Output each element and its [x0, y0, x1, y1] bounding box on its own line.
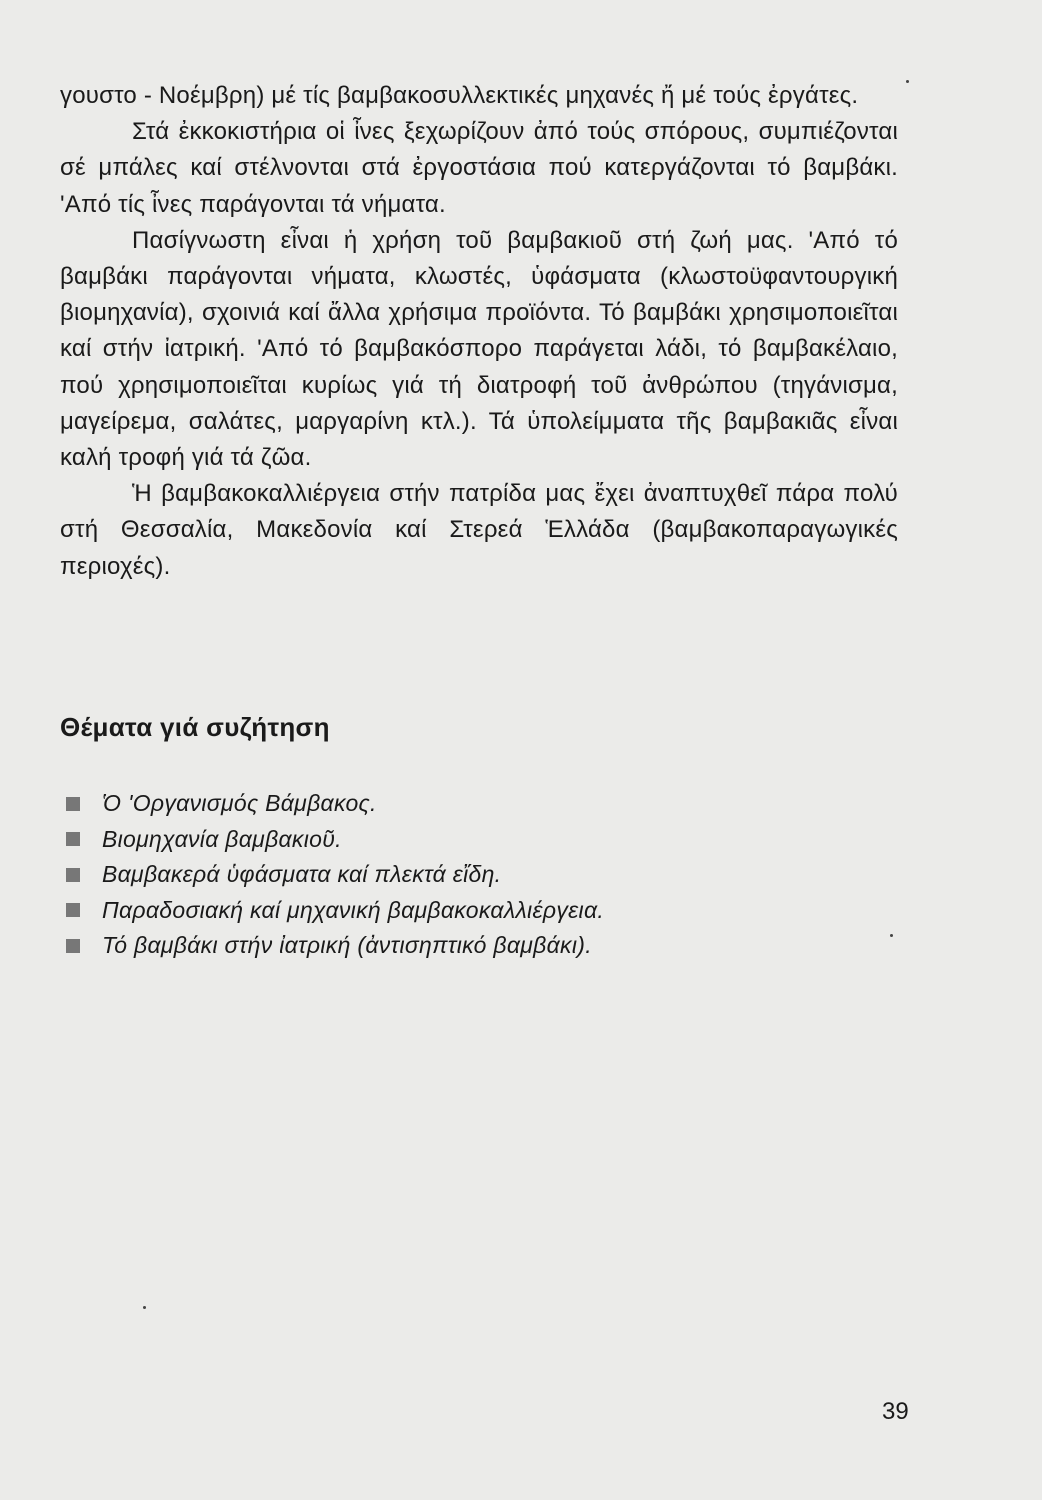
square-bullet-icon — [66, 939, 80, 953]
paragraph-ginning: Στά ἐκκοκιστήρια οἱ ἶνες ξεχωρίζουν ἀπό τούς σπόρους, συμπιέζονται σέ μπάλες καί στέλνονται στά ἐργοστάσια πού κατεργάζονται τό βαμβάκι. 'Από τίς ἶνες παράγονται τά νήματα. — [60, 118, 898, 218]
paragraph-cultivation: Ἡ βαμβακοκαλλιέργεια στήν πατρίδα μας ἔχει ἀναπτυχθεῖ πάρα πολύ στή Θεσσαλία, Μακεδονία καί Στερεά Ἑλλάδα (βαμβακοπαραγωγικές περιοχές). — [60, 480, 898, 580]
page-number: 39 — [882, 1398, 909, 1425]
topic-text: Τό βαμβάκι στήν ἰατρική (ἀντισηπτικό βαμβάκι). — [102, 932, 592, 959]
paragraph-uses: Πασίγνωστη εἶναι ἡ χρήση τοῦ βαμβακιοῦ στή ζωή μας. 'Από τό βαμβάκι παράγονται νήματα, κλωστές, ὑφάσματα (κλωστοϋφαντουργική βιομηχανία), σχοινιά καί ἄλλα χρήσιμα προϊόντα. Τό βαμβάκι χρησιμοποιεῖται καί στήν ἰατρική. 'Από τό βαμβακόσπορο παράγεται λάδι, τό βαμβακέλαιο, πού χρησιμοποιεῖται κυρίως γιά τή διατροφή τοῦ ἀνθρώπου (τηγάνισμα, μαγείρεμα, σαλάτες, μαργαρίνη κτλ.). Τά ὑπολείμματα τῆς βαμβακιᾶς εἶναι καλή τροφή γιά τά ζῶα. — [60, 226, 898, 472]
list-item — [66, 928, 846, 964]
list-item — [66, 822, 846, 858]
dust-speck — [890, 934, 893, 937]
square-bullet-icon — [66, 868, 80, 882]
list-item — [66, 857, 846, 893]
list-item — [66, 893, 846, 929]
list-item — [66, 786, 846, 822]
topic-text: Ὁ 'Οργανισμός Βάμβακος. — [102, 790, 377, 817]
paragraph-continuation: γουστο - Νοέμβρη) μέ τίς βαμβακοσυλλεκτικές μηχανές ἤ μέ τούς ἐργάτες. — [60, 82, 859, 109]
discussion-heading: Θέματα γιά συζήτηση — [60, 712, 330, 742]
discussion-topics-list — [66, 786, 846, 964]
dust-speck — [143, 1306, 146, 1309]
topic-text: Βαμβακερά ὑφάσματα καί πλεκτά εἴδη. — [102, 861, 502, 888]
topic-text: Παραδοσιακή καί μηχανική βαμβακοκαλλιέργεια. — [102, 896, 605, 923]
dust-speck — [906, 80, 909, 83]
topic-text: Βιομηχανία βαμβακιοῦ. — [102, 825, 342, 852]
square-bullet-icon — [66, 903, 80, 917]
square-bullet-icon — [66, 832, 80, 846]
body-text — [60, 78, 898, 585]
square-bullet-icon — [66, 797, 80, 811]
